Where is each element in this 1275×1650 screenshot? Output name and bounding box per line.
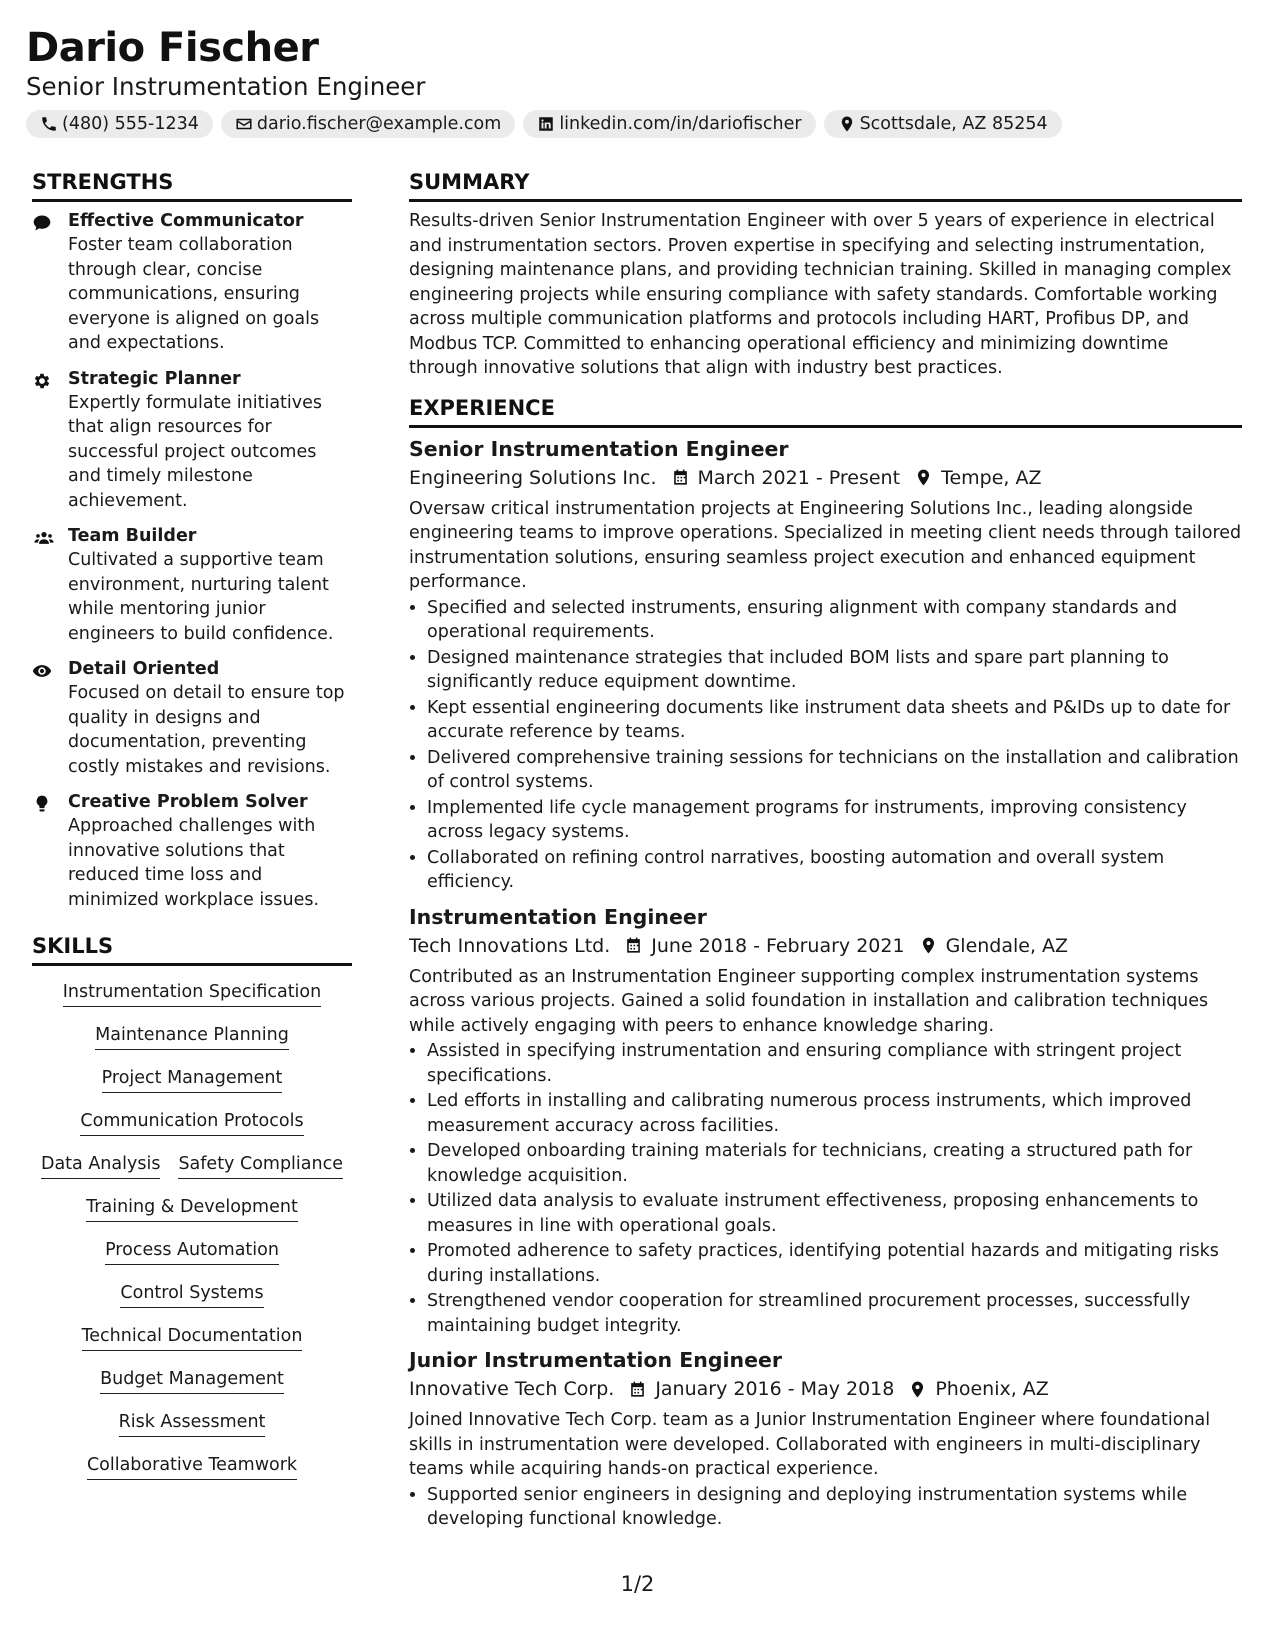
strength-desc: Approached challenges with innovative solutions that reduced time loss and minimized workplace issues. (68, 816, 320, 910)
job-title: Instrumentation Engineer (409, 904, 707, 929)
location-pin-icon (838, 115, 856, 133)
location-pin-icon (914, 468, 933, 487)
calendar-icon (624, 936, 643, 955)
skill-tag: Project Management (102, 1066, 283, 1093)
candidate-name: Dario Fischer (26, 25, 319, 71)
job-bullet: • Implemented life cycle management programs for instruments, improving consistency across legacy systems. (427, 796, 1242, 845)
job-entry (409, 435, 1242, 895)
job-entry (409, 1346, 1242, 1532)
job-company: Innovative Tech Corp. (409, 1378, 615, 1400)
eye-icon (32, 661, 52, 681)
contact-linkedin-text: linkedin.com/in/dariofischer (559, 114, 802, 134)
skill-tag: Training & Development (86, 1195, 298, 1222)
job-bullet: • Collaborated on refining control narratives, boosting automation and overall system efficiency. (427, 846, 1242, 895)
strength-desc: Focused on detail to ensure top quality in designs and documentation, preventing costly mistakes and revisions. (68, 683, 345, 777)
job-entry (409, 903, 1242, 1339)
gear-icon (32, 371, 52, 391)
skill-tag: Communication Protocols (80, 1109, 303, 1136)
left-column (32, 168, 352, 1496)
skill-tag: Safety Compliance (178, 1152, 343, 1179)
location-pin-icon (919, 936, 938, 955)
job-company: Engineering Solutions Inc. (409, 466, 657, 489)
skill-tag: Data Analysis (41, 1152, 160, 1179)
job-bullets (409, 1039, 1242, 1338)
job-bullet: • Supported senior engineers in designing and deploying instrumentation systems while developing functional knowledge. (427, 1483, 1242, 1532)
skill-tag: Risk Assessment (119, 1410, 266, 1437)
resume-header (26, 22, 1246, 138)
strength-desc: Cultivated a supportive team environment, nurturing talent while mentoring junior engineers to build confidence. (68, 550, 334, 644)
candidate-headline: Senior Instrumentation Engineer (26, 72, 426, 101)
location-pin-icon (908, 1380, 927, 1399)
strength-title: Creative Problem Solver (68, 792, 308, 812)
skill-tag: Instrumentation Specification (63, 980, 321, 1007)
skill-tag: Process Automation (105, 1238, 279, 1265)
experience-title: EXPERIENCE (409, 394, 1242, 428)
job-title: Senior Instrumentation Engineer (409, 436, 789, 461)
job-bullet: • Strengthened vendor cooperation for streamlined procurement processes, successfully maintaining budget integrity. (427, 1289, 1242, 1338)
strength-title: Strategic Planner (68, 368, 241, 389)
speech-bubble-icon (32, 213, 52, 233)
job-bullet: • Utilized data analysis to evaluate instrument effectiveness, proposing enhancements to measures in line with operational goals. (427, 1189, 1242, 1238)
job-bullets (409, 596, 1242, 895)
strength-item (32, 209, 352, 356)
job-description: Contributed as an Instrumentation Engineer supporting complex instrumentation systems across various projects. Gained a solid foundation in installation and calibration techniques while actively engaging with peers to enhance knowledge sharing. (409, 966, 1209, 1036)
contact-phone[interactable] (26, 110, 213, 138)
job-location: Phoenix, AZ (935, 1378, 1049, 1400)
job-bullet: • Delivered comprehensive training sessions for technicians on the installation and calibration of control systems. (427, 746, 1242, 795)
strength-title: Team Builder (68, 526, 197, 546)
contact-email-text: dario.fischer@example.com (256, 114, 502, 134)
contact-email[interactable] (221, 110, 515, 138)
strength-item (32, 790, 352, 912)
job-meta (409, 931, 1242, 961)
job-location: Glendale, AZ (945, 934, 1069, 957)
job-dates: January 2016 - May 2018 (655, 1378, 895, 1400)
lightbulb-icon (32, 794, 52, 814)
strength-desc: Expertly formulate initiatives that align resources for successful project outcomes and timely milestone achievement. (68, 392, 323, 511)
job-dates: June 2018 - February 2021 (651, 934, 905, 957)
phone-icon (40, 115, 58, 133)
skill-tag: Control Systems (120, 1281, 263, 1308)
strengths-title: STRENGTHS (32, 168, 352, 202)
job-bullet: • Led efforts in installing and calibrating numerous process instruments, which improved measurement accuracy across facilities. (427, 1089, 1242, 1138)
skill-tag: Collaborative Teamwork (87, 1453, 297, 1480)
job-description: Oversaw critical instrumentation projects at Engineering Solutions Inc., leading alongside engineering teams to improve operations. Specialized in meeting client needs through tailored instrumentation solutions, ensuring seamless project execution and enhanced equipment performance. (409, 498, 1242, 592)
strength-title: Effective Communicator (68, 211, 304, 231)
contact-linkedin[interactable] (523, 110, 815, 138)
skills-list (32, 976, 352, 1496)
strength-title: Detail Oriented (68, 659, 220, 679)
job-location: Tempe, AZ (941, 466, 1042, 489)
job-bullet: • Promoted adherence to safety practices, identifying potential hazards and mitigating risks during installations. (427, 1239, 1242, 1288)
calendar-icon (671, 468, 690, 487)
page-number: 1/2 (620, 1572, 655, 1596)
job-bullet: • Specified and selected instruments, ensuring alignment with company standards and operational requirements. (427, 596, 1242, 645)
job-dates: March 2021 - Present (697, 466, 901, 489)
job-description: Joined Innovative Tech Corp. team as a Junior Instrumentation Engineer where foundational skills in instrumentation were developed. Collaborated with engineers in multi-disciplinary teams while acquiring hands-on practical experience. (409, 1410, 1211, 1479)
strength-item (32, 657, 352, 779)
strength-item (32, 367, 352, 514)
summary-title: SUMMARY (409, 168, 1242, 202)
linkedin-icon (537, 115, 555, 133)
job-bullets (409, 1483, 1242, 1532)
contact-location (824, 110, 1062, 138)
contact-bar (26, 110, 1246, 138)
calendar-icon (628, 1380, 647, 1399)
job-company: Tech Innovations Ltd. (409, 934, 611, 957)
skill-tag: Maintenance Planning (95, 1023, 289, 1050)
job-bullet: • Designed maintenance strategies that included BOM lists and spare part planning to significantly reduce equipment downtime. (427, 646, 1242, 695)
job-bullet: • Developed onboarding training materials for technicians, creating a structured path for knowledge acquisition. (427, 1139, 1242, 1188)
summary-text: Results-driven Senior Instrumentation Engineer with over 5 years of experience in electrical and instrumentation sectors. Proven expertise in specifying and selecting instrumentation, designing maintenance plans, and providing technician training. Skilled in managing complex engineering projects while ensuring compliance with safety standards. Comfortable working across multiple communication platforms and protocols including HART, Profibus DP, and Modbus TCP. Committed to enhancing operational efficiency and minimizing downtime through innovative solutions that align with industry best practices. (409, 211, 1232, 378)
job-bullet: • Assisted in specifying instrumentation and ensuring compliance with stringent project specifications. (427, 1039, 1242, 1088)
job-meta (409, 1374, 1242, 1404)
contact-phone-text: (480) 555-1234 (62, 114, 199, 134)
job-title: Junior Instrumentation Engineer (409, 1348, 783, 1372)
envelope-icon (235, 115, 253, 133)
users-icon (32, 528, 56, 548)
skill-tag: Technical Documentation (82, 1324, 303, 1351)
job-bullet: • Kept essential engineering documents like instrument data sheets and P&IDs up to date for accurate reference by teams. (427, 696, 1242, 745)
right-column (409, 168, 1242, 1540)
job-meta (409, 463, 1242, 493)
skills-title: SKILLS (32, 932, 352, 966)
skill-tag: Budget Management (100, 1367, 284, 1394)
strength-desc: Foster team collaboration through clear, concise communications, ensuring everyone is aligned on goals and expectations. (68, 235, 320, 353)
contact-location-text: Scottsdale, AZ 85254 (859, 114, 1048, 134)
strength-item (32, 524, 352, 646)
